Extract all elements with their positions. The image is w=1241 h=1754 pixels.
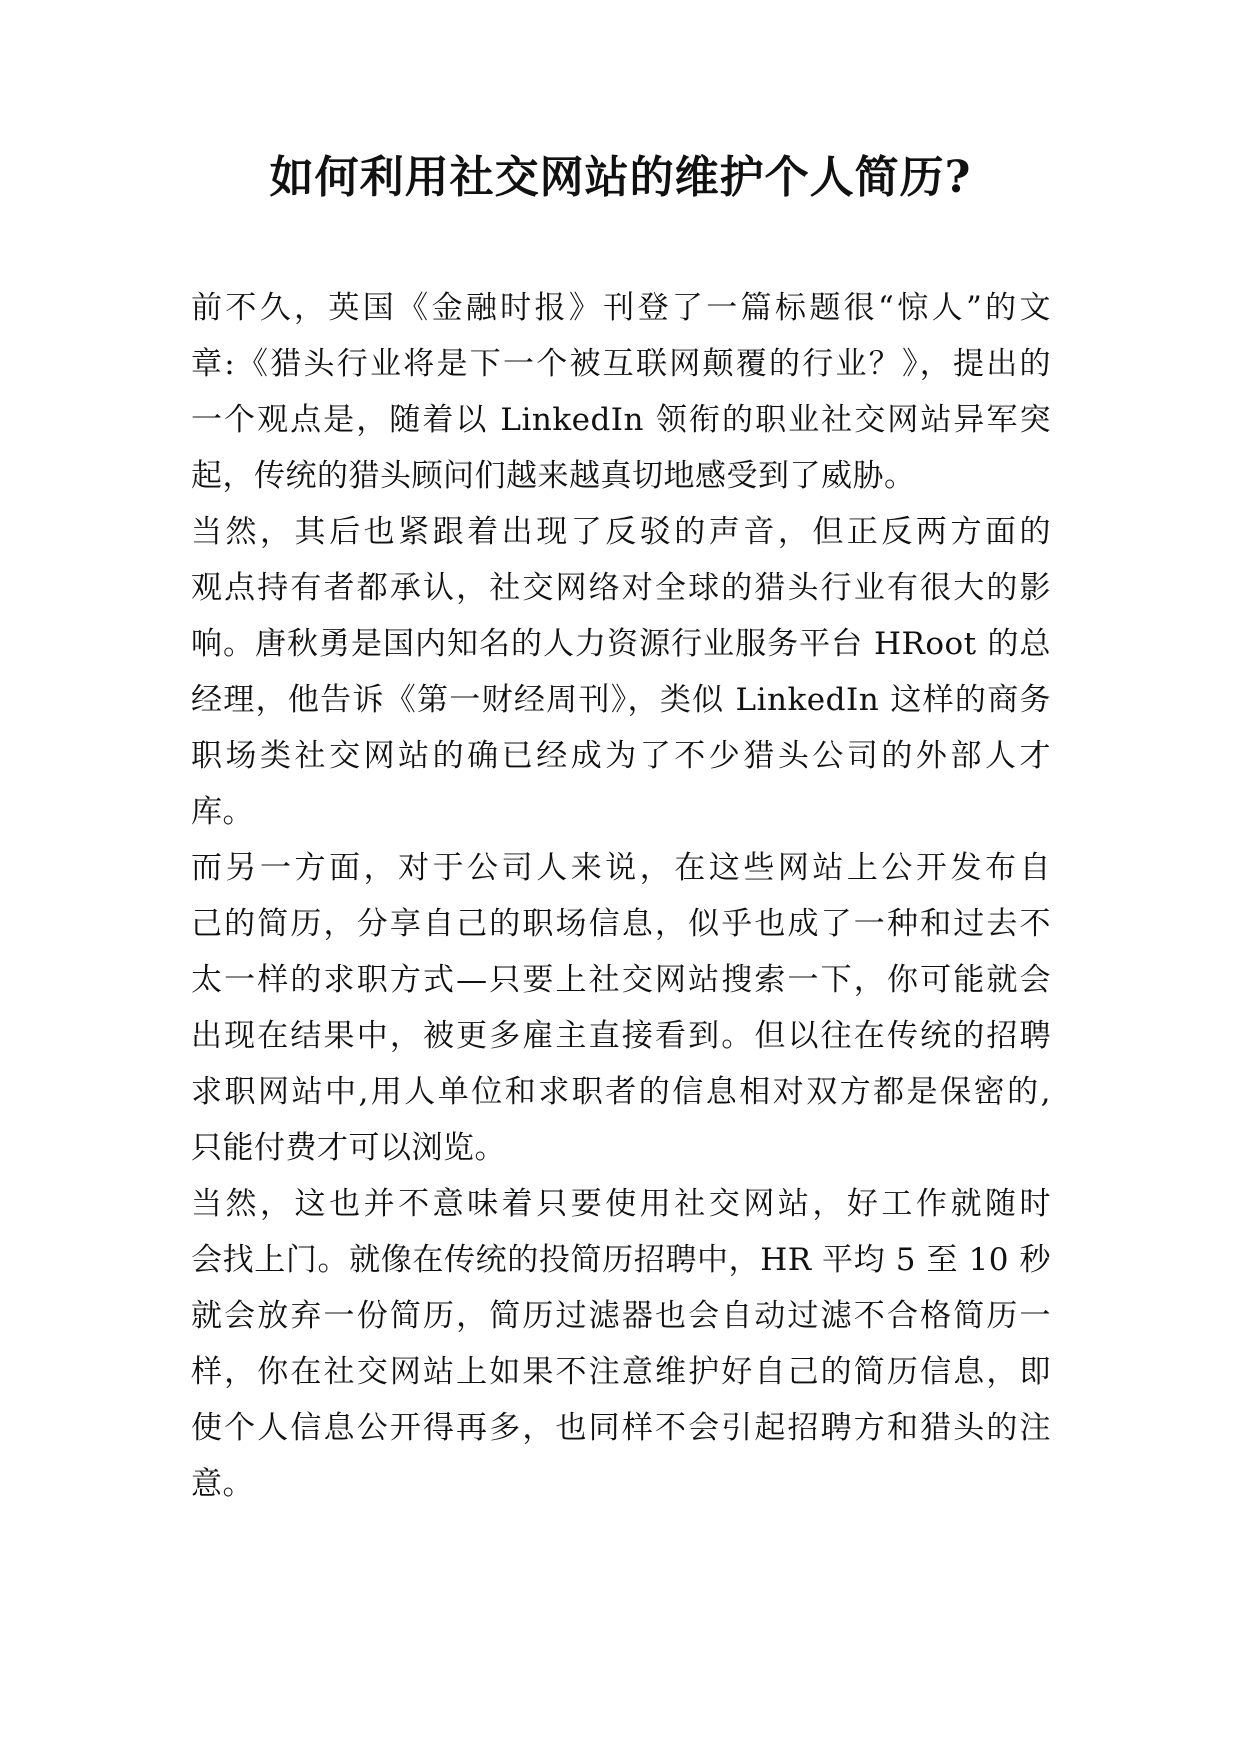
paragraph-line: 前不久，英国《金融时报》刊登了一篇标题很“惊人”的文 [191, 290, 1051, 326]
paragraph-line: 职场类社交网站的确已经成为了不少猎头公司的外部人才 [191, 738, 1051, 774]
paragraph-line: 使个人信息公开得再多，也同样不会引起招聘方和猎头的注 [191, 1410, 1051, 1446]
document-body [191, 280, 1051, 1512]
paragraph-line: 会找上门。就像在传统的投简历招聘中，HR 平均 5 至 10 秒 [191, 1242, 1051, 1278]
paragraph-line: 当然，这也并不意味着只要使用社交网站，好工作就随时 [191, 1186, 1051, 1222]
document-title: 如何利用社交网站的维护个人简历? [269, 152, 972, 203]
paragraph-line: 而另一方面，对于公司人来说，在这些网站上公开发布自 [191, 850, 1051, 886]
paragraph-line: 当然，其后也紧跟着出现了反驳的声音，但正反两方面的 [191, 514, 1051, 550]
paragraph-line: 己的简历，分享自己的职场信息，似乎也成了一种和过去不 [191, 906, 1051, 942]
paragraph-line: 库。 [191, 794, 254, 830]
paragraph-1 [191, 280, 1051, 504]
paragraph-line: 太一样的求职方式—只要上社交网站搜索一下，你可能就会 [191, 962, 1051, 998]
paragraph-4 [191, 1176, 1051, 1512]
paragraph-line: 起，传统的猎头顾问们越来越真切地感受到了威胁。 [191, 458, 916, 494]
paragraph-line: 就会放弃一份简历，简历过滤器也会自动过滤不合格简历一 [191, 1298, 1051, 1334]
paragraph-2 [191, 504, 1051, 840]
paragraph-line: 出现在结果中，被更多雇主直接看到。但以往在传统的招聘 [191, 1018, 1051, 1054]
paragraph-line: 只能付费才可以浏览。 [191, 1130, 506, 1166]
paragraph-line: 经理，他告诉《第一财经周刊》，类似 LinkedIn 这样的商务 [191, 682, 1051, 718]
paragraph-line: 响。唐秋勇是国内知名的人力资源行业服务平台 HRoot 的总 [191, 626, 1051, 662]
paragraph-line: 一个观点是，随着以 LinkedIn 领衔的职业社交网站异军突 [191, 402, 1051, 438]
paragraph-line: 样，你在社交网站上如果不注意维护好自己的简历信息，即 [191, 1354, 1051, 1390]
paragraph-line: 观点持有者都承认，社交网络对全球的猎头行业有很大的影 [191, 570, 1051, 606]
paragraph-line: 求职网站中,用人单位和求职者的信息相对双方都是保密的, [191, 1074, 1051, 1110]
paragraph-line: 意。 [191, 1466, 254, 1502]
paragraph-3 [191, 840, 1051, 1176]
paragraph-line: 章:《猎头行业将是下一个被互联网颠覆的行业？》，提出的 [191, 346, 1051, 382]
